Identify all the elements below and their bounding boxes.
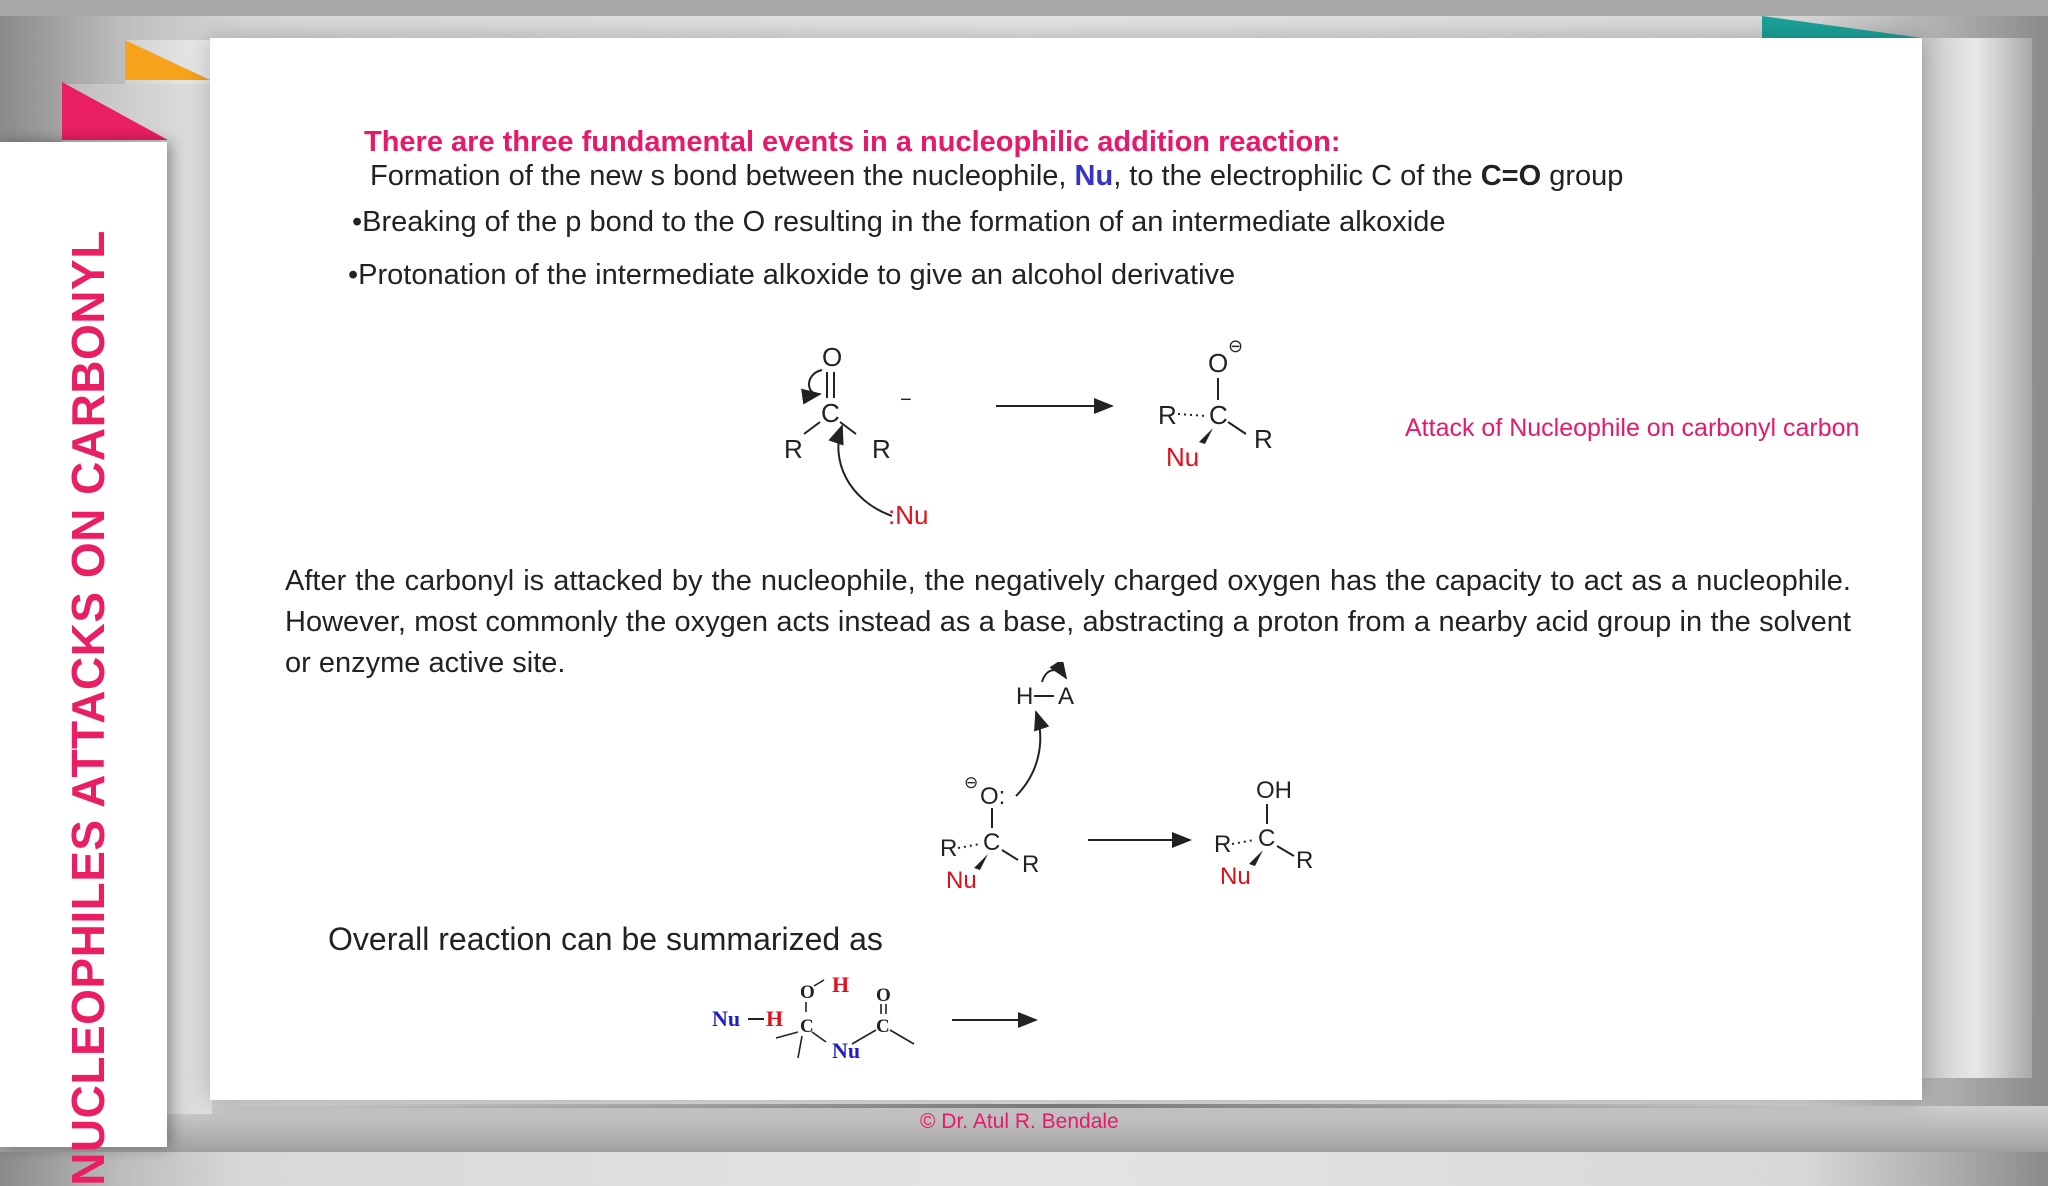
s2-arrow-ha [1042, 670, 1066, 682]
s2-o: O: [980, 783, 1006, 810]
s1-bond-left [804, 422, 820, 434]
s2-hash-bond [958, 844, 980, 848]
event-first-post: group [1541, 160, 1624, 192]
s3-bond-r [890, 1030, 914, 1044]
pink-tab [62, 82, 168, 140]
teal-tab [1762, 16, 1922, 38]
s3p-nu: Nu [832, 1038, 861, 1063]
event-first-pre: Formation of the new s bond between the nucleophile, [370, 160, 1075, 192]
s1-nu-attacker: :Nu [888, 500, 929, 530]
s1-oxygen: O [822, 342, 843, 372]
s2-h: H [1016, 683, 1034, 710]
side-title: NUCLEOPHILES ATTACKS ON CARBONYL [62, 230, 114, 1186]
scheme-nucleophile-attack [770, 330, 1490, 540]
s2p-carbon: C [1258, 825, 1276, 852]
s3p-oh-bond [814, 980, 824, 986]
s1p-nu: Nu [1166, 442, 1200, 472]
s2-carbon: C [983, 829, 1001, 856]
s2-charge: ⊖ [1228, 336, 1244, 356]
event-second: •Breaking of the p bond to the O resulting in the formation of an intermediate alkoxide [352, 206, 1446, 238]
events-heading: There are three fundamental events in a nucleophilic addition reaction: [364, 126, 1341, 158]
s1p-r-right: R [1254, 424, 1273, 454]
s2p-r-left: R [1214, 831, 1232, 858]
orange-tab [125, 40, 210, 80]
s1-carbon: C [821, 398, 840, 428]
s2p-r-right: R [1296, 847, 1314, 874]
s2-bond-right [1002, 850, 1018, 860]
event-first [370, 160, 1623, 193]
s1-bond-right [840, 422, 856, 434]
s3p-h: H [832, 972, 850, 997]
s1p-oxygen: O [1208, 348, 1229, 378]
event-first-co: C=O [1480, 160, 1542, 192]
s1-minus: − [900, 389, 912, 411]
s1p-carbon: C [1209, 400, 1228, 430]
scheme-protonation [920, 662, 1340, 902]
s2-r-left: R [940, 835, 958, 862]
s2-charge-o: ⊖ [964, 773, 979, 792]
s1-r-left: R [784, 434, 803, 464]
s2p-bond-right [1277, 846, 1294, 856]
footer-credit: © Dr. Atul R. Bendale [920, 1110, 1119, 1133]
event-first-nu: Nu [1074, 160, 1114, 192]
s2-arrow-o-h [1016, 712, 1040, 796]
s2-nu: Nu [946, 867, 977, 894]
s3-oxygen: O [876, 985, 891, 1006]
s3p-bond-l [776, 1032, 798, 1038]
event-third: •Protonation of the intermediate alkoxide to give an alcohol derivative [348, 259, 1236, 291]
alkoxide-paragraph: After the carbonyl is attacked by the nucleophile, the negatively charged oxygen has the capacity to act as a nucleophile. However, most commonly the oxygen acts instead as a base, abstracting a proton from a nearby acid group in the solvent or enzyme active site. [285, 565, 1851, 679]
s2p-oh: OH [1256, 777, 1292, 804]
s1-r-right: R [872, 434, 891, 464]
footer-line [320, 1104, 1790, 1108]
scheme-overall [700, 958, 1170, 1068]
side-title-card [0, 142, 167, 1186]
s2p-hash-bond [1232, 840, 1254, 844]
s2-r-right: R [1022, 851, 1040, 878]
s2p-wedge [1249, 850, 1263, 866]
s2p-nu: Nu [1220, 863, 1251, 890]
s2-a: A [1058, 683, 1075, 710]
s3-nu: Nu [712, 1006, 741, 1031]
event-first-mid: , to the electrophilic C of the [1113, 160, 1481, 192]
s1-curved-arrow-pi [809, 370, 822, 394]
s3p-bond-r [812, 1032, 826, 1042]
s1p-wedge-bond [1199, 428, 1213, 444]
scheme1-caption: Attack of Nucleophile on carbonyl carbon [1405, 414, 1860, 442]
s3p-bond-down [798, 1036, 802, 1058]
s3p-carbon: C [800, 1016, 814, 1037]
s3-h: H [766, 1006, 784, 1031]
s1p-bond-right [1228, 422, 1246, 434]
s3p-oxygen: O [800, 982, 815, 1003]
s1p-r-left: R [1158, 400, 1177, 430]
s3-carbon: C [876, 1016, 890, 1037]
s1p-hash-bond [1178, 414, 1206, 416]
summary-label: Overall reaction can be summarized as [328, 921, 883, 957]
